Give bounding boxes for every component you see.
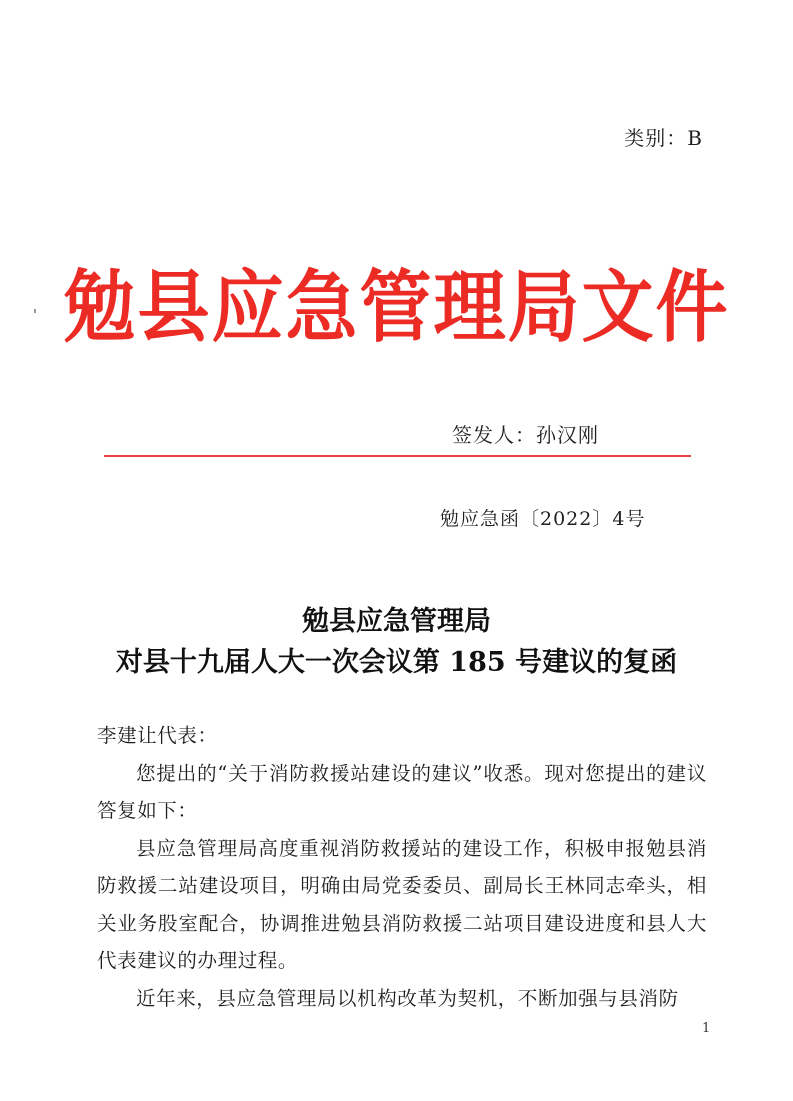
salutation: 李建让代表： — [97, 724, 218, 747]
category-label: 类别：B — [624, 126, 703, 150]
letter-body — [97, 717, 707, 1017]
page-number: 1 — [702, 1021, 711, 1036]
body-paragraph: 县应急管理局高度重视消防救援站的建设工作，积极申报勉县消防救援二站建设项目，明确由局党委委员、副局长王林同志牵头，相关业务股室配合，协调推进勉县消防救援二站项目建设进度和县人大代表建议的办理过程。 — [97, 836, 707, 972]
signer-line: 签发人：孙汉刚 — [452, 423, 599, 447]
document-number: 勉应急函〔2022〕4号 — [440, 508, 646, 530]
red-divider — [104, 455, 691, 457]
document-title-line-1: 勉县应急管理局 — [302, 606, 491, 637]
masthead-title: 勉县应急管理局文件 — [63, 260, 730, 353]
document-title-line-2: 对县十九届人大一次会议第 185 号建议的复函 — [115, 647, 678, 678]
body-paragraph: 您提出的“关于消防救援站建设的建议”收悉。现对您提出的建议答复如下： — [97, 761, 707, 822]
body-paragraph: 近年来，县应急管理局以机构改革为契机，不断加强与县消防 — [136, 986, 679, 1010]
